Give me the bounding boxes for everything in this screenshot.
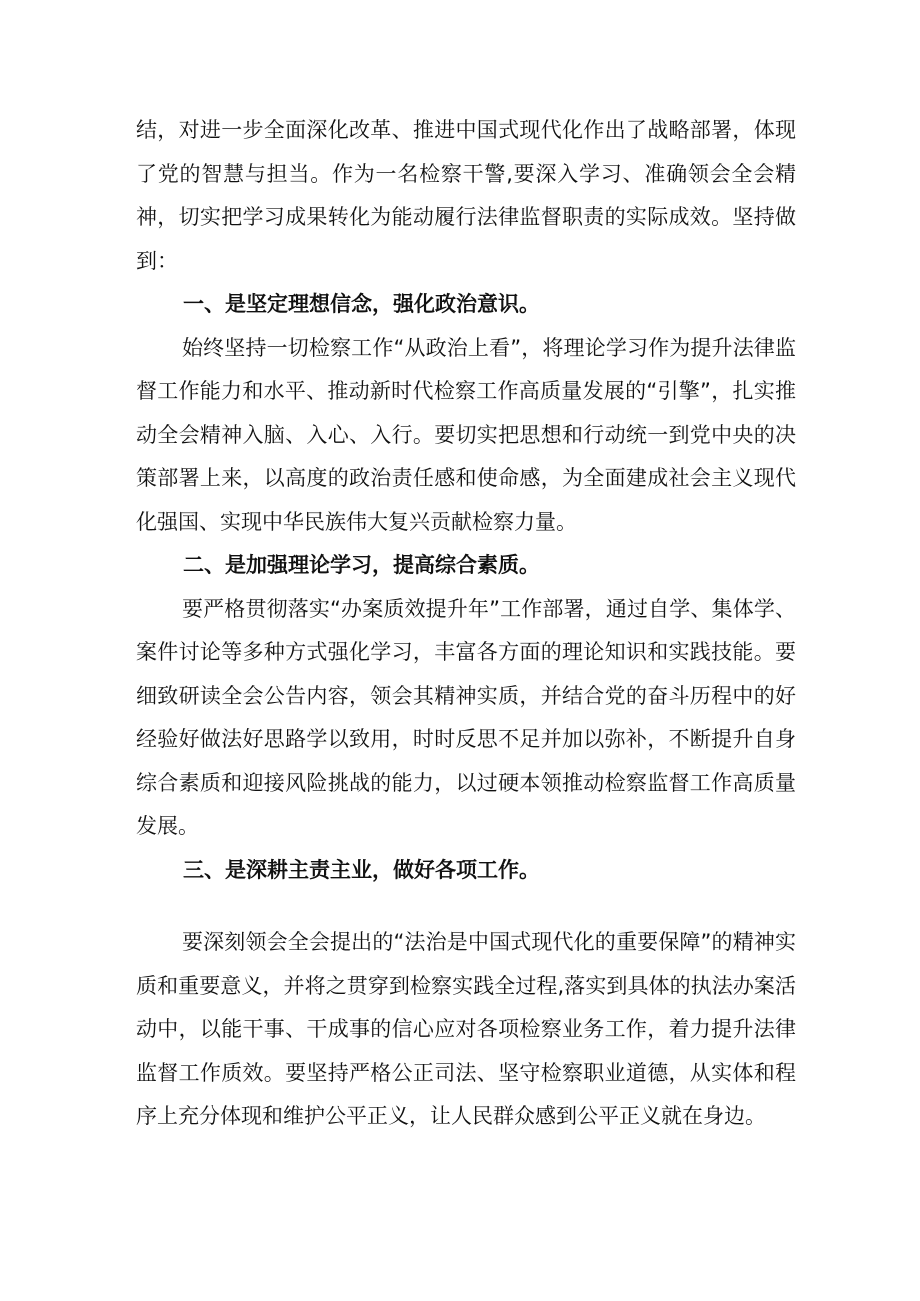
- paragraph-3: 要深刻领会全会提出的“法治是中国式现代化的重要保障”的精神实质和重要意义，并将之贯穿到检察实践全过程,落实到具体的执法办案活动中，以能干事、干成事的信心应对各项检察业务工作，着力提升法律监督工作质效。要坚持严格公正司法、坚守检察职业道德，从实体和程序上充分体现和维护公平正义，让人民群众感到公平正义就在身边。: [136, 930, 796, 1128]
- heading-1: 一、是坚定理想信念，强化政治意识。: [183, 292, 540, 316]
- section-3-body: [136, 921, 796, 1139]
- heading-2: 二、是加强理论学习，提高综合素质。: [183, 553, 540, 577]
- paragraph-intro: 结，对进一步全面深化改革、推进中国式现代化作出了战略部署，体现了党的智慧与担当。作为一名检察干警,要深入学习、准确领会全会精神，切实把学习成果转化为能动履行法律监督职责的实际成效。坚持做到：: [136, 118, 796, 273]
- paragraph-2: 要严格贯彻落实“办案质效提升年”工作部署，通过自学、集体学、案件讨论等多种方式强化学习，丰富各方面的理论知识和实践技能。要细致研读全会公告内容，领会其精神实质，并结合党的奋斗历程中的好经验好做法好思路学以致用，时时反思不足并加以弥补，不断提升自身综合素质和迎接风险挑战的能力，以过硬本领推动检察监督工作高质量发展。: [136, 596, 796, 838]
- heading-3: 三、是深耕主责主业，做好各项工作。: [183, 857, 540, 882]
- section-intro: [136, 109, 796, 892]
- paragraph-1: 始终坚持一切检察工作“从政治上看”，将理论学习作为提升法律监督工作能力和水平、推动新时代检察工作高质量发展的“引擎”，扎实推动全会精神入脑、入心、入行。要切实把思想和行动统一到党中央的决策部署上来，以高度的政治责任感和使命感，为全面建成社会主义现代化强国、实现中华民族伟大复兴贡献检察力量。: [136, 335, 796, 534]
